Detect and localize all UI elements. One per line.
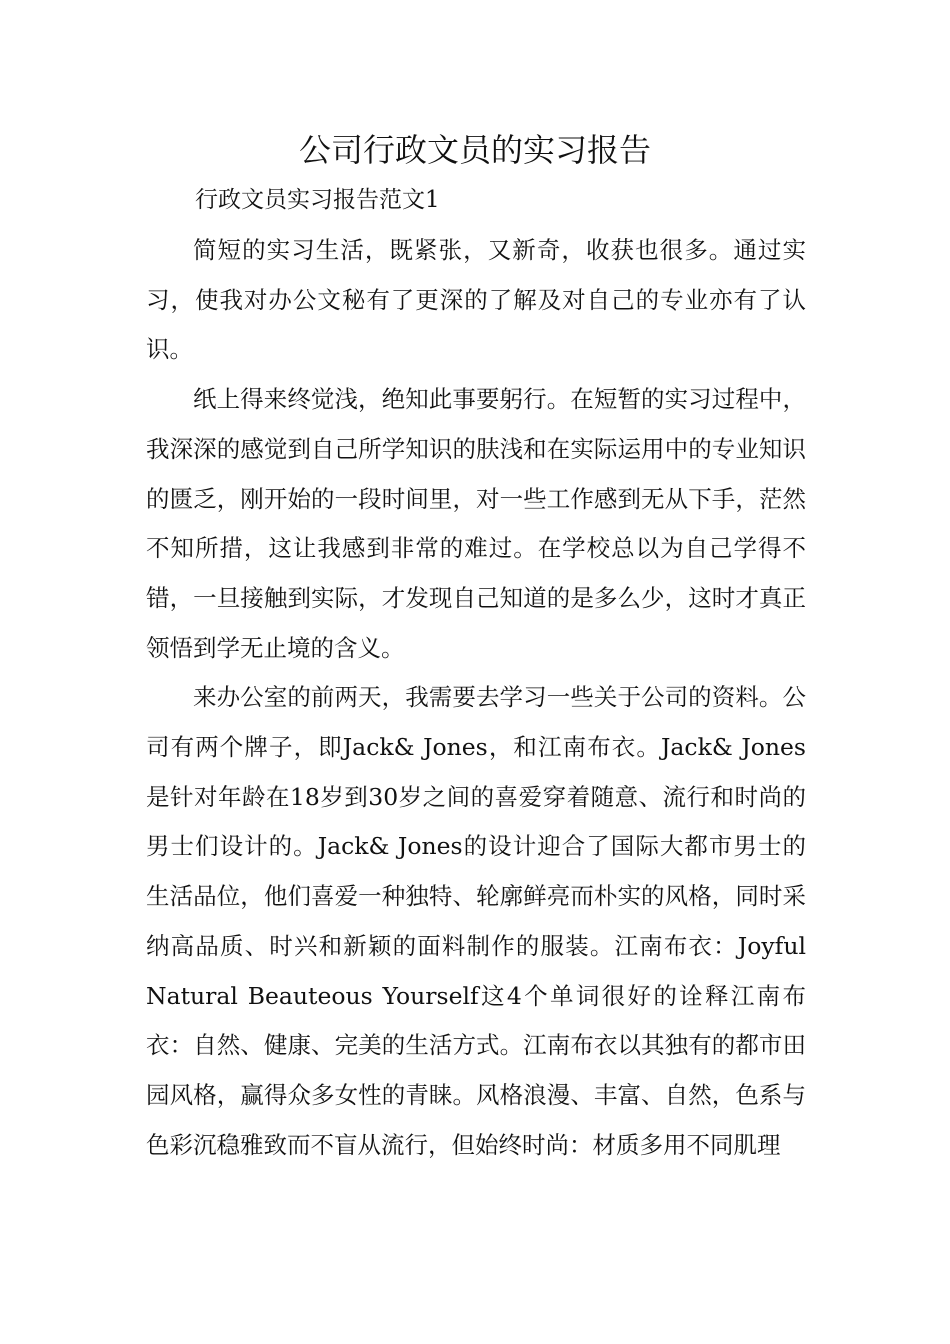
paragraph: 纸上得来终觉浅，绝知此事要躬行。在短暂的实习过程中，我深深的感觉到自己所学知识的肤浅和在实际运用中的专业知识的匮乏，刚开始的一段时间里，对一些工作感到无从下手，茫然不知所措，这让我感到非常的难过。在学校总以为自己学得不错，一旦接触到实际，才发现自己知道的是多么少，这时才真正领悟到学无止境的含义。	[146, 385, 806, 662]
document-body	[146, 226, 806, 1170]
document-subtitle: 行政文员实习报告范文1	[195, 187, 440, 213]
paragraph: 简短的实习生活，既紧张，又新奇，收获也很多。通过实习，使我对办公文秘有了更深的了解及对自己的专业亦有了认识。	[146, 236, 806, 364]
paragraph: 来办公室的前两天，我需要去学习一些关于公司的资料。公司有两个牌子，即Jack& Jones，和江南布衣。Jack& Jones是针对年龄在18岁到30岁之间的喜爱穿着随意、流行和时尚的男士们设计的。Jack& Jones的设计迎合了国际大都市男士的生活品位，他们喜爱一种独特、轮廓鲜亮而朴实的风格，同时采纳高品质、时兴和新颖的面料制作的服装。江南布衣：Joyful Natural Beauteous Yourself这4个单词很好的诠释江南布衣：自然、健康、完美的生活方式。江南布衣以其独有的都市田园风格，赢得众多女性的青睐。风格浪漫、丰富、自然，色系与色彩沉稳雅致而不盲从流行，但始终时尚：材质多用不同肌理	[146, 683, 806, 1159]
page-title: 公司行政文员的实习报告	[298, 131, 651, 169]
